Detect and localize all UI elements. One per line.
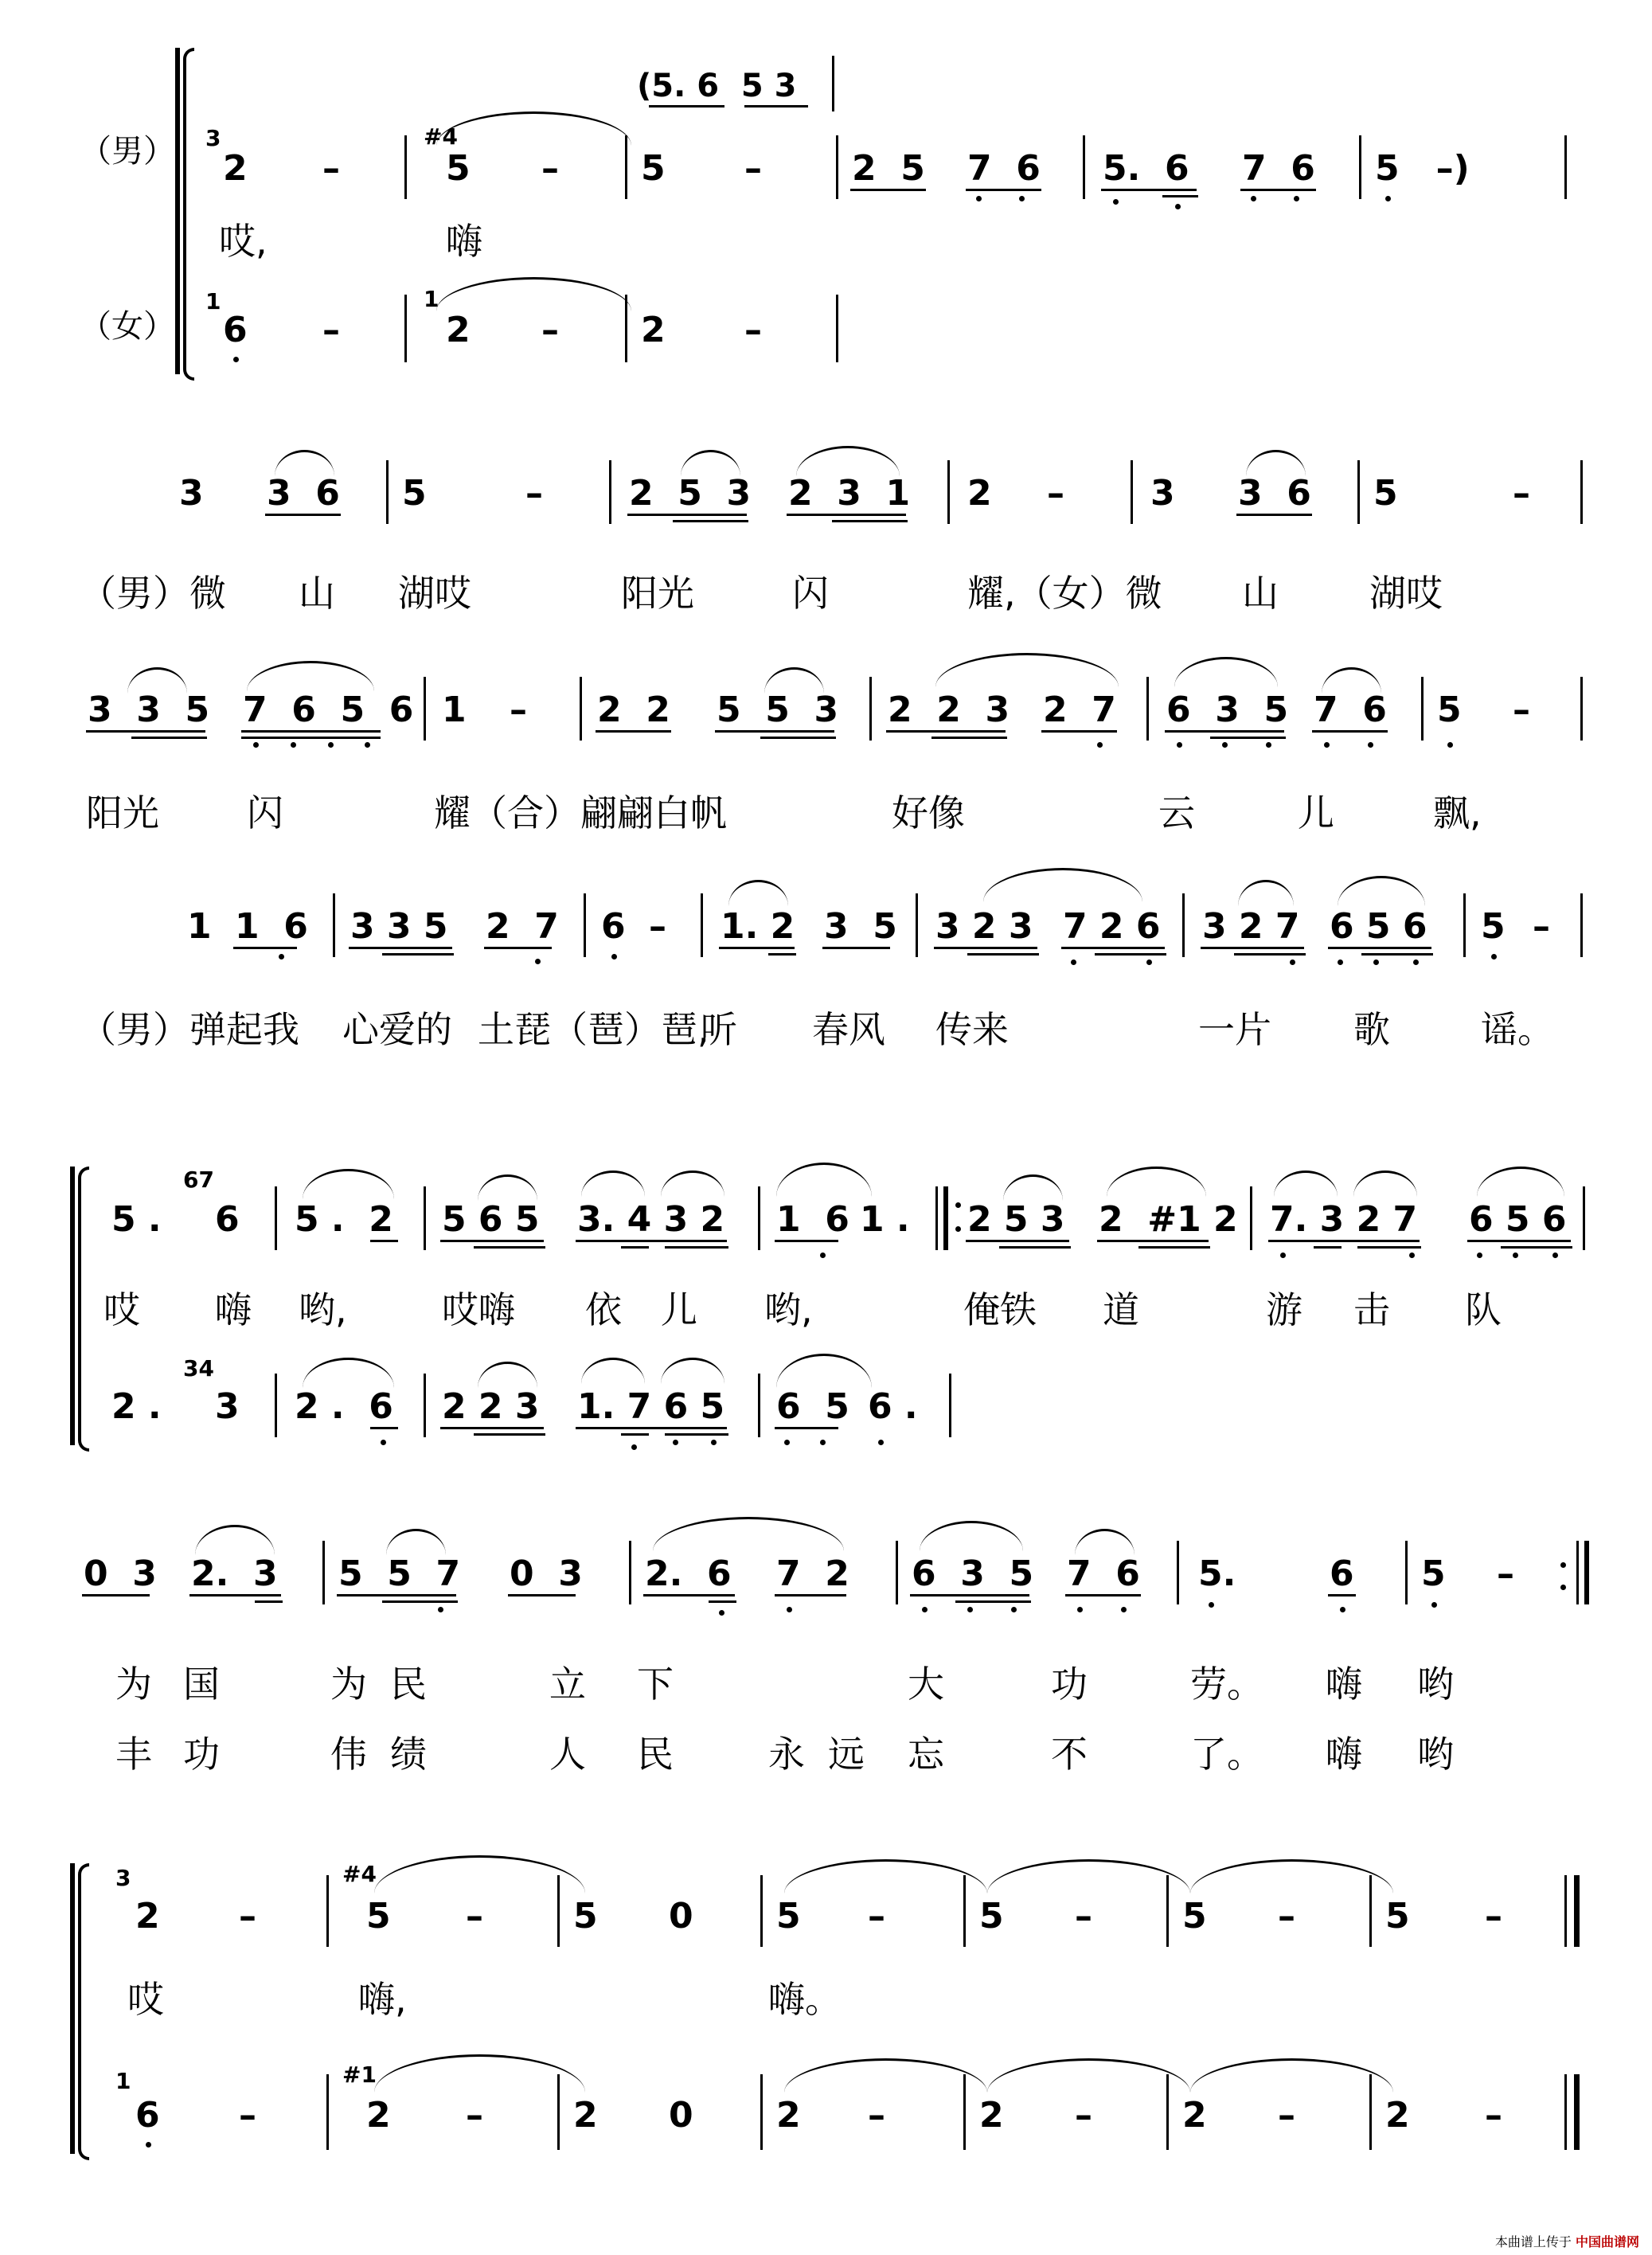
grace-note: #4: [342, 1861, 377, 1887]
dash: –: [1485, 1896, 1502, 1936]
note: 6: [1330, 1553, 1354, 1594]
barline: [1463, 893, 1466, 957]
final-barline: [1574, 2074, 1580, 2150]
lyric: 阳光: [86, 791, 159, 834]
note-group: 6 5 6: [1469, 1199, 1567, 1240]
lyric: 闪: [247, 791, 283, 834]
grace-note: 3: [115, 1865, 131, 1891]
note: 2: [223, 148, 248, 189]
note: 2: [1182, 2095, 1207, 2136]
lyric: 心爱的: [342, 1008, 452, 1051]
dash: –: [1497, 1553, 1514, 1594]
lyric: 传来: [935, 1008, 1009, 1051]
note-group: 5 5 7: [338, 1553, 461, 1594]
note-group: 2 . 6: [295, 1386, 393, 1427]
system-bracket-curl: [183, 48, 194, 381]
lyric: 游: [1266, 1288, 1302, 1331]
site-logo[interactable]: 中国曲谱网: [1575, 2234, 1639, 2249]
barline: [1576, 1541, 1579, 1604]
lyric: 立: [549, 1663, 586, 1706]
note-group: 5 6 5: [442, 1199, 540, 1240]
note: 5: [573, 1896, 598, 1936]
lyric: 队: [1465, 1288, 1502, 1331]
barline: [424, 677, 426, 741]
lyric: 功: [1051, 1663, 1088, 1706]
grace-note: 1: [424, 286, 439, 312]
note-group: 2 2 3: [442, 1386, 540, 1427]
lyric: 哎,: [219, 220, 268, 263]
grace-note: 1: [205, 288, 221, 315]
note-group: 0 3: [510, 1553, 583, 1594]
dash: –: [525, 473, 543, 514]
barline: [1250, 1186, 1252, 1250]
dash: –: [1485, 2095, 1502, 2136]
dash: –: [239, 2095, 256, 2136]
barline: [584, 893, 586, 957]
slur: [436, 111, 631, 146]
note-group: 6 3 5: [912, 1553, 1034, 1594]
note: 1: [442, 690, 467, 730]
barline: [947, 460, 950, 524]
lyric: 道: [1103, 1288, 1139, 1331]
barline: [424, 1186, 426, 1250]
note-group: 7 6: [1242, 148, 1315, 189]
lyric: （男）微: [80, 572, 226, 615]
lyric: 春风: [812, 1008, 885, 1051]
grace-note: 34: [183, 1355, 214, 1382]
note: 2: [135, 1896, 160, 1936]
note-group: 1 .: [860, 1199, 910, 1240]
grace-note: 3: [205, 125, 221, 151]
note-group: 3 2 3: [935, 906, 1033, 947]
note-group: 7 6 5 6: [243, 690, 414, 730]
grace-note: #4: [424, 123, 458, 150]
barline: [275, 1186, 277, 1250]
barline: [404, 295, 407, 362]
barline: [1131, 460, 1133, 524]
lyric: 山: [299, 572, 335, 615]
lyric: 哟,: [764, 1288, 813, 1331]
lyric: 绩: [390, 1733, 427, 1776]
dash: –: [322, 148, 340, 189]
slur: [436, 277, 631, 311]
lyric: 大: [908, 1663, 944, 1706]
note-group: 3 5: [824, 906, 897, 947]
barline: [629, 1541, 631, 1604]
barline: [1182, 893, 1185, 957]
barline: [760, 2074, 763, 2150]
note-group: 7 6: [1314, 690, 1387, 730]
lyric: 永: [768, 1733, 805, 1776]
note: 0: [669, 1896, 693, 1936]
barline: [424, 1374, 426, 1437]
note: 5: [446, 148, 471, 189]
barline: [326, 2074, 329, 2150]
barline: [625, 295, 627, 362]
intro-notes: (5. 6 5 3: [637, 68, 797, 104]
lyric: 为: [115, 1663, 152, 1706]
lyric: 耀,（女）微: [967, 572, 1162, 615]
note: 3: [215, 1386, 240, 1427]
barline: [1580, 893, 1583, 957]
barline: [625, 135, 627, 199]
note-group: 3 6: [1238, 473, 1311, 514]
note-group: 3. 4 3 2: [577, 1199, 725, 1240]
note: 2: [1385, 2095, 1410, 2136]
note-group: 2 2: [597, 690, 670, 730]
dash: –: [1278, 1896, 1295, 1936]
note-group: 6 .: [868, 1386, 918, 1427]
barline: [1359, 135, 1361, 199]
lyric: 伟: [330, 1733, 367, 1776]
dash: –: [466, 2095, 483, 2136]
note-group: 7 6: [1067, 1553, 1140, 1594]
barline: [1369, 1875, 1372, 1947]
note: 2: [641, 310, 666, 350]
lyric: 俺铁: [963, 1288, 1037, 1331]
lyric: 歌: [1353, 1008, 1390, 1051]
lyric: 耀（合）翩翩白帆: [434, 791, 727, 834]
note: 2: [967, 473, 992, 514]
note: 5: [402, 473, 427, 514]
barline: [916, 893, 918, 957]
note: 5: [1481, 906, 1506, 947]
lyric: 哎嗨: [442, 1288, 515, 1331]
note: 6: [135, 2095, 160, 2136]
dash: –: [744, 310, 762, 350]
note-group: 2 #1 2: [1099, 1199, 1238, 1240]
lyric: 嗨,: [358, 1978, 407, 2021]
note-group: 2 2 3: [888, 690, 1010, 730]
dash: –: [868, 2095, 885, 2136]
lyric: 国: [183, 1663, 220, 1706]
barline: [1405, 1541, 1408, 1604]
note-group: 5 .: [111, 1199, 162, 1240]
barline: [386, 460, 389, 524]
barline: [1177, 1541, 1179, 1604]
lyric: 好像: [892, 791, 965, 834]
lyric: 依: [585, 1288, 622, 1331]
lyric: 谣。: [1481, 1008, 1554, 1051]
barline: [333, 893, 335, 957]
note-group: 5 –): [1375, 148, 1470, 189]
footer-credit: 本曲谱上传于 中国曲谱网: [1494, 2234, 1639, 2249]
note-group: 2 5 3: [967, 1199, 1065, 1240]
lyric: 远: [828, 1733, 865, 1776]
lyric: 了。: [1190, 1733, 1263, 1776]
lyric: 人: [549, 1733, 586, 1776]
lyric: 听: [701, 1008, 737, 1051]
note: 5: [979, 1896, 1004, 1936]
lyric: 阳光: [621, 572, 694, 615]
dash: –: [1533, 906, 1550, 947]
barline: [896, 1541, 898, 1604]
system-bracket-curl: [78, 1167, 89, 1452]
barline: [275, 1374, 277, 1437]
note-group: 5 . 2: [295, 1199, 393, 1240]
barline: [836, 135, 838, 199]
dash: –: [1513, 690, 1530, 730]
barline: [1357, 460, 1360, 524]
grace-note: #1: [342, 2062, 377, 2088]
barline: [322, 1541, 325, 1604]
barline: [580, 677, 582, 741]
barline: [1166, 2074, 1169, 2150]
barline: [1146, 677, 1149, 741]
note: 2: [979, 2095, 1004, 2136]
lyric: 湖哎: [398, 572, 471, 615]
barline: [1421, 677, 1424, 741]
note: 5: [1421, 1553, 1446, 1594]
barline: [1583, 1186, 1585, 1250]
dash: –: [1075, 2095, 1092, 2136]
final-barline: [1574, 1875, 1580, 1947]
note: 6: [601, 906, 626, 947]
barline: [701, 893, 703, 957]
female-label: （女）: [80, 308, 175, 345]
barline: [557, 1875, 560, 1947]
note-group: 2 5 3: [629, 473, 752, 514]
lyric: 忘: [908, 1733, 944, 1776]
barline: [1083, 135, 1085, 199]
dash: –: [239, 1896, 256, 1936]
lyric: 民: [390, 1663, 427, 1706]
note-group: 7 6: [967, 148, 1041, 189]
note-group: 2. 3: [191, 1553, 278, 1594]
lyric: 嗨: [1326, 1733, 1362, 1776]
note-group: 2 7: [486, 906, 559, 947]
lyric: 闪: [792, 572, 829, 615]
barline: [1564, 135, 1567, 199]
note: 1: [187, 906, 212, 947]
dash: –: [1278, 2095, 1295, 2136]
lyric: 民: [637, 1733, 674, 1776]
barline: [1564, 2074, 1567, 2150]
barline: [760, 1875, 763, 1947]
note: 5: [776, 1896, 801, 1936]
barline: [1564, 1875, 1567, 1947]
note: 5: [1182, 1896, 1207, 1936]
barline: [557, 2074, 560, 2150]
note-group: 2 .: [111, 1386, 162, 1427]
system-bracket-curl: [78, 1863, 89, 2160]
barline: [404, 135, 407, 199]
lyric: 湖哎: [1369, 572, 1443, 615]
lyric: 哎: [103, 1288, 140, 1331]
barline: [836, 295, 838, 362]
note-group: 2 3 1: [788, 473, 911, 514]
dash: –: [1075, 1896, 1092, 1936]
lyric: 哟,: [299, 1288, 347, 1331]
dash: –: [649, 906, 666, 947]
lyric: 劳。: [1190, 1663, 1263, 1706]
lyric: 飘,: [1433, 791, 1482, 834]
barline: [609, 460, 611, 524]
lyric: 嗨: [1326, 1663, 1362, 1706]
barline: [1166, 1875, 1169, 1947]
note-group: 6 5: [776, 1386, 849, 1427]
lyric: 儿: [1298, 791, 1334, 834]
note-group: 3 3 5: [88, 690, 210, 730]
barline: [869, 677, 872, 741]
note-group: 5. 6: [1103, 148, 1189, 189]
lyric: 下: [637, 1663, 674, 1706]
note: 3: [179, 473, 204, 514]
dash: –: [744, 148, 762, 189]
lyric: 不: [1051, 1733, 1088, 1776]
lyric: 为: [330, 1663, 367, 1706]
dash: –: [510, 690, 527, 730]
repeat-barline: [943, 1186, 948, 1250]
dash: –: [541, 310, 559, 350]
note: 5: [641, 148, 666, 189]
dash: –: [1513, 473, 1530, 514]
dash: –: [868, 1896, 885, 1936]
note: 2: [366, 2095, 391, 2136]
note-group: 1. 7 6 5: [577, 1386, 725, 1427]
note-group: 1 6: [235, 906, 308, 947]
note-group: 7 2 6: [1063, 906, 1161, 947]
note: 2: [573, 2095, 598, 2136]
note: 6: [223, 310, 248, 350]
lyric: 哎: [127, 1978, 164, 2021]
note: 5: [366, 1896, 391, 1936]
barline: [832, 56, 834, 111]
lyric: （男）弹起我: [80, 1008, 299, 1051]
note-group: 3 3 5: [350, 906, 448, 947]
lyric: 哟: [1417, 1663, 1454, 1706]
barline: [758, 1186, 760, 1250]
note-group: 2 5: [852, 148, 925, 189]
system-bracket: [175, 48, 180, 374]
dash: –: [322, 310, 340, 350]
barline: [326, 1875, 329, 1947]
barline: [935, 1186, 938, 1250]
lyric: 丰: [115, 1733, 152, 1776]
lyric: 嗨: [446, 220, 482, 263]
barline: [758, 1374, 760, 1437]
note-group: 1. 2: [721, 906, 795, 947]
male-label: （男）: [80, 133, 175, 170]
system-bracket: [70, 1863, 75, 2154]
note-group: 0 3: [84, 1553, 157, 1594]
note-group: 7 2: [776, 1553, 849, 1594]
dash: –: [541, 148, 559, 189]
lyric: 嗨。: [768, 1978, 842, 2021]
barline: [963, 2074, 966, 2150]
lyric: 功: [183, 1733, 220, 1776]
barline: [1369, 2074, 1372, 2150]
lyric: 儿: [661, 1288, 697, 1331]
note-group: 7. 3 2 7: [1270, 1199, 1418, 1240]
note: 5: [1437, 690, 1462, 730]
lyric: 土琵（琶）琶,: [478, 1008, 709, 1051]
barline: [1580, 460, 1583, 524]
note: 0: [669, 2095, 693, 2136]
note-group: 2 7: [1043, 690, 1116, 730]
barline: [1580, 677, 1583, 741]
lyric: 击: [1353, 1288, 1390, 1331]
dash: –: [1047, 473, 1064, 514]
note-group: 6 5 6: [1330, 906, 1427, 947]
note-group: 3 6: [267, 473, 340, 514]
note: 2: [776, 2095, 801, 2136]
note: 2: [446, 310, 471, 350]
note: 5.: [1198, 1553, 1236, 1594]
grace-note: 67: [183, 1167, 214, 1193]
barline: [963, 1875, 966, 1947]
lyric: 山: [1242, 572, 1279, 615]
lyric: 哟: [1417, 1733, 1454, 1776]
barline: [949, 1374, 951, 1437]
dash: –: [466, 1896, 483, 1936]
lyric: 一片: [1198, 1008, 1271, 1051]
note: 3: [1150, 473, 1175, 514]
grace-note: 1: [115, 2068, 131, 2094]
lyric: 云: [1158, 791, 1195, 834]
note: 6: [215, 1199, 240, 1240]
lyric: 嗨: [215, 1288, 252, 1331]
note: 5: [1385, 1896, 1410, 1936]
note: 5: [1373, 473, 1398, 514]
repeat-barline: [1584, 1541, 1589, 1604]
system-bracket: [70, 1167, 75, 1445]
note-group: 3 2 7: [1202, 906, 1300, 947]
note-group: 6 3 5: [1166, 690, 1289, 730]
note-group: 2. 6: [645, 1553, 732, 1594]
note-group: 1 6: [776, 1199, 849, 1240]
note-group: 5 5 3: [717, 690, 839, 730]
